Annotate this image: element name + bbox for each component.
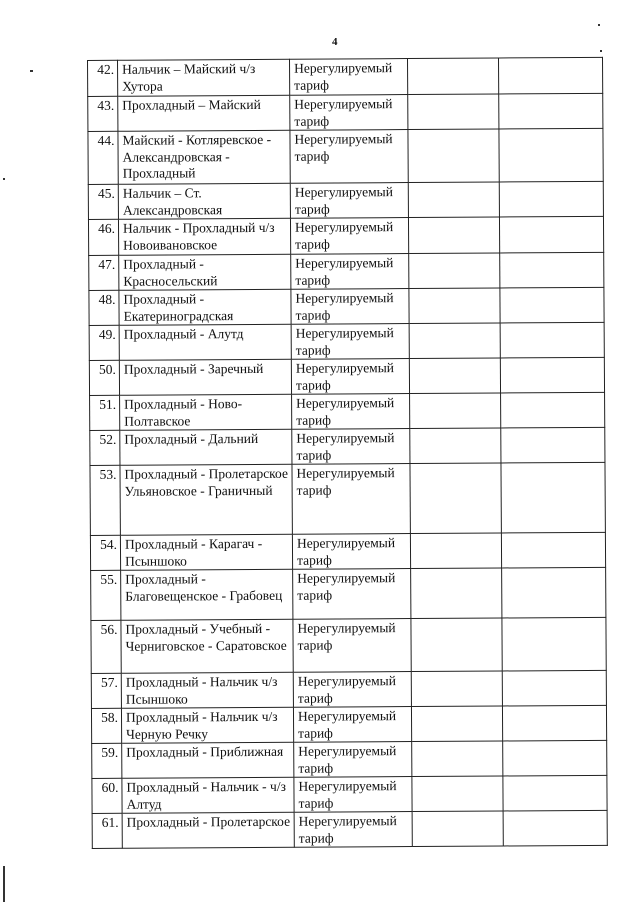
- route-name: Прохладный - Красносельский: [119, 254, 291, 290]
- route-name: Прохладный - Карагач - Псыншоко: [120, 534, 292, 570]
- tariff-type: Нерегулируемый тариф: [293, 619, 411, 673]
- empty-cell: [500, 357, 604, 393]
- empty-cell: [500, 252, 604, 288]
- empty-cell: [501, 462, 605, 533]
- empty-cell: [412, 811, 503, 847]
- table-row: [88, 128, 603, 184]
- routes-table: [87, 57, 608, 849]
- scan-speck: [3, 178, 5, 180]
- tariff-type: Нерегулируемый тариф: [292, 394, 410, 430]
- tariff-type: Нерегулируемый тариф: [294, 742, 412, 778]
- row-number: 44.: [88, 131, 118, 184]
- route-name: Прохладный - Приближная: [122, 742, 294, 778]
- route-name: Прохладный - Алутд: [119, 324, 291, 360]
- tariff-type: Нерегулируемый тариф: [291, 324, 409, 360]
- tariff-type: Нерегулируемый тариф: [291, 289, 409, 325]
- table-row: [88, 57, 603, 96]
- route-name: Прохладный - Заречный: [119, 359, 291, 395]
- route-name: Нальчик – Ст. Александровская: [118, 183, 290, 219]
- empty-cell: [503, 775, 607, 811]
- empty-cell: [411, 671, 502, 707]
- empty-cell: [410, 533, 501, 569]
- empty-cell: [503, 740, 607, 776]
- table-row: [88, 216, 603, 255]
- empty-cell: [498, 57, 602, 94]
- table-row: [91, 567, 606, 620]
- table-row: [92, 810, 607, 848]
- tariff-type: Нерегулируемый тариф: [290, 218, 408, 255]
- tariff-type: Нерегулируемый тариф: [293, 707, 411, 743]
- route-name: Прохладный - Екатериноградская: [119, 289, 291, 325]
- row-number: 43.: [88, 96, 118, 131]
- empty-cell: [409, 253, 500, 289]
- scan-speck: [600, 50, 602, 52]
- empty-cell: [409, 323, 500, 359]
- route-name: Прохладный - Нальчик ч/з Псыншоко: [121, 672, 293, 708]
- row-number: 52.: [90, 430, 120, 465]
- table-row: [90, 392, 605, 430]
- table-row: [91, 670, 606, 708]
- route-name: Прохладный - Учебный - Черниговское - Саратовское: [121, 619, 293, 673]
- empty-cell: [409, 358, 500, 394]
- row-number: 58.: [91, 708, 121, 743]
- tariff-type: Нерегулируемый тариф: [289, 59, 407, 96]
- table-row: [90, 462, 605, 535]
- row-number: 53.: [90, 465, 120, 535]
- row-number: 46.: [88, 219, 118, 255]
- row-number: 55.: [91, 570, 121, 620]
- empty-cell: [502, 705, 606, 741]
- empty-cell: [502, 617, 606, 671]
- route-name: Прохладный – Майский: [118, 95, 290, 131]
- scan-speck: [3, 866, 5, 902]
- empty-cell: [500, 322, 604, 358]
- table-row: [90, 532, 605, 570]
- row-number: 47.: [89, 255, 119, 290]
- empty-cell: [500, 287, 604, 323]
- tariff-type: Нерегулируемый тариф: [293, 569, 411, 620]
- route-name: Прохладный - Благовещенское - Грабовец: [121, 569, 293, 620]
- empty-cell: [499, 181, 603, 217]
- route-name: Нальчик – Майский ч/з Хутора: [118, 59, 290, 96]
- empty-cell: [502, 567, 606, 618]
- page-number: 4: [332, 36, 338, 48]
- route-name: Прохладный - Пролетарское Ульяновское - Граничный: [120, 464, 292, 535]
- empty-cell: [411, 618, 502, 672]
- route-name: Прохладный - Дальний: [120, 429, 292, 465]
- row-number: 42.: [88, 60, 118, 96]
- tariff-type: Нерегулируемый тариф: [292, 429, 410, 465]
- scan-speck: [30, 70, 33, 72]
- empty-cell: [411, 568, 502, 619]
- table-row: [88, 181, 603, 219]
- row-number: 45.: [88, 184, 118, 219]
- table-row: [89, 252, 604, 290]
- empty-cell: [408, 94, 499, 130]
- tariff-type: Нерегулируемый тариф: [290, 183, 408, 219]
- empty-cell: [502, 670, 606, 706]
- route-name: Прохладный - Нальчик - ч/з Алтуд: [122, 777, 294, 813]
- route-name: Майский - Котляревское - Александровская - Прохладный: [118, 130, 290, 184]
- tariff-type: Нерегулируемый тариф: [293, 672, 411, 708]
- table-row: [90, 427, 605, 465]
- table-row: [89, 357, 604, 395]
- row-number: 49.: [89, 325, 119, 360]
- route-name: Прохладный - Ново-Полтавское: [120, 394, 292, 430]
- table-row: [92, 740, 607, 778]
- row-number: 61.: [92, 813, 122, 848]
- route-name: Нальчик - Прохладный ч/з Новоивановское: [118, 218, 290, 255]
- row-number: 54.: [90, 535, 120, 570]
- table-row: [91, 617, 606, 673]
- tariff-type: Нерегулируемый тариф: [294, 777, 412, 813]
- empty-cell: [409, 288, 500, 324]
- tariff-type: Нерегулируемый тариф: [291, 254, 409, 290]
- row-number: 50.: [89, 360, 119, 395]
- route-name: Прохладный - Нальчик ч/з Черную Речку: [121, 707, 293, 743]
- empty-cell: [412, 776, 503, 812]
- empty-cell: [499, 128, 603, 182]
- empty-cell: [408, 129, 499, 183]
- row-number: 56.: [91, 620, 121, 673]
- tariff-type: Нерегулируемый тариф: [294, 812, 412, 848]
- empty-cell: [412, 741, 503, 777]
- empty-cell: [411, 706, 502, 742]
- row-number: 60.: [92, 778, 122, 813]
- empty-cell: [410, 463, 501, 534]
- table-row: [88, 93, 603, 131]
- table-row: [89, 287, 604, 325]
- table-row: [89, 322, 604, 360]
- tariff-type: Нерегулируемый тариф: [291, 359, 409, 395]
- tariff-type: Нерегулируемый тариф: [290, 130, 408, 184]
- row-number: 51.: [90, 395, 120, 430]
- empty-cell: [501, 427, 605, 463]
- empty-cell: [499, 93, 603, 129]
- empty-cell: [408, 217, 499, 254]
- scan-speck: [598, 24, 600, 26]
- table-row: [91, 705, 606, 743]
- empty-cell: [501, 392, 605, 428]
- empty-cell: [410, 393, 501, 429]
- empty-cell: [501, 532, 605, 568]
- row-number: 59.: [92, 743, 122, 778]
- empty-cell: [499, 216, 603, 253]
- table-row: [92, 775, 607, 813]
- empty-cell: [407, 58, 498, 95]
- empty-cell: [503, 810, 607, 846]
- tariff-type: Нерегулируемый тариф: [290, 95, 408, 131]
- empty-cell: [410, 428, 501, 464]
- row-number: 57.: [91, 673, 121, 708]
- tariff-type: Нерегулируемый тариф: [292, 464, 410, 535]
- empty-cell: [408, 182, 499, 218]
- tariff-type: Нерегулируемый тариф: [292, 534, 410, 570]
- route-name: Прохладный - Пролетарское: [122, 812, 294, 848]
- row-number: 48.: [89, 290, 119, 325]
